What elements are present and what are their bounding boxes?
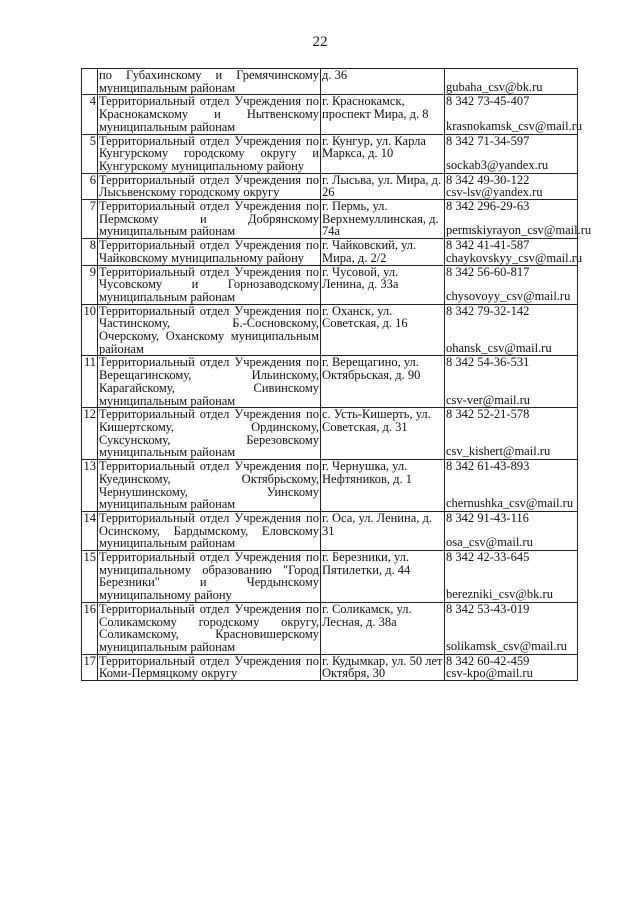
table-row xyxy=(82,654,578,680)
office-contacts xyxy=(445,356,578,408)
table-row xyxy=(82,408,578,460)
office-phone: 8 342 49-30-122 xyxy=(446,172,530,187)
office-email[interactable]: csv-ver@mail.ru xyxy=(446,392,531,407)
office-email[interactable]: osa_csv@mail.ru xyxy=(446,535,533,550)
row-number: 17 xyxy=(82,654,98,680)
office-address: д. 36 xyxy=(321,69,445,95)
row-number: 4 xyxy=(82,95,98,134)
office-contacts xyxy=(445,551,578,603)
office-address: г. Чусовой, ул. Ленина, д. 33а xyxy=(321,265,445,304)
row-number: 7 xyxy=(82,200,98,239)
office-phone: 8 342 91-43-116 xyxy=(446,510,529,525)
row-number: 15 xyxy=(82,551,98,603)
office-phone: 8 342 61-43-893 xyxy=(446,459,530,474)
office-address: г. Краснокамск, проспект Мира, д. 8 xyxy=(321,95,445,134)
office-address: г. Верещагино, ул. Октябрьская, д. 90 xyxy=(321,356,445,408)
office-email[interactable]: berezniki_csv@bk.ru xyxy=(446,587,553,602)
office-phone: 8 342 60-42-459 xyxy=(446,653,530,668)
row-number: 6 xyxy=(82,173,98,199)
office-contacts xyxy=(445,94,583,134)
page-number: 22 xyxy=(312,34,328,50)
office-name: Территориальный отдел Учреждения по Соликамскому городскому округу, Соликамскому, Красновишерскому муниципальным районам xyxy=(99,601,319,654)
row-number: 11 xyxy=(82,356,98,408)
office-name: Территориальный отдел Учреждения по муниципальному образованию "Город Березники" и Чердынскому муниципальному району xyxy=(99,550,319,603)
office-address: г. Чернушка, ул. Нефтяников, д. 1 xyxy=(321,460,445,512)
table-row xyxy=(82,239,578,265)
office-name: Территориальный отдел Учреждения по Коми-Пермяцкому округу xyxy=(99,653,319,681)
table-row xyxy=(82,460,578,512)
office-address: г. Оханск, ул. Советская, д. 16 xyxy=(321,304,445,356)
table-row xyxy=(82,69,578,95)
table-row xyxy=(82,200,578,239)
office-email[interactable]: csv-kpo@mail.ru xyxy=(446,666,533,681)
row-number: 16 xyxy=(82,602,98,654)
table-row xyxy=(82,304,578,356)
office-email[interactable]: solikamsk_csv@mail.ru xyxy=(446,638,567,653)
office-contacts xyxy=(445,460,578,512)
row-number: 5 xyxy=(82,134,98,173)
office-contacts xyxy=(445,602,578,654)
office-address: г. Кудымкар, ул. 50 лет Октября, 30 xyxy=(322,653,443,681)
row-number: 13 xyxy=(82,460,98,512)
office-email[interactable]: gubaha_csv@bk.ru xyxy=(446,79,543,94)
office-phone: 8 342 71-34-597 xyxy=(446,133,530,148)
office-address: г. Кунгур, ул. Карла Маркса, д. 10 xyxy=(321,134,445,173)
office-name: по Губахинскому и Гремячинскому муниципальным районам xyxy=(99,68,319,95)
office-contacts xyxy=(445,134,578,173)
table-row xyxy=(82,511,578,550)
row-number: 12 xyxy=(82,408,98,460)
office-name: Территориальный отдел Учреждения по Частинскому, Б.-Сосновскому, Очерскому, Оханскому муниципальным районам xyxy=(99,303,319,356)
office-name: Территориальный отдел Учреждения по Краснокамскому и Нытвенскому муниципальным районам xyxy=(99,94,319,134)
office-email[interactable]: ohansk_csv@mail.ru xyxy=(446,340,552,355)
office-email[interactable]: chaykovskyy_csv@mail.ru xyxy=(446,250,583,265)
office-contacts xyxy=(445,238,583,265)
office-address: г. Соликамск, ул. Лесная, д. 38а xyxy=(321,602,445,654)
row-number: 10 xyxy=(82,304,98,356)
office-contacts xyxy=(445,173,578,199)
office-email[interactable]: chernushka_csv@mail.ru xyxy=(446,496,574,511)
office-phone: 8 342 79-32-142 xyxy=(446,303,530,318)
table-row xyxy=(82,95,578,134)
office-email[interactable]: sockab3@yandex.ru xyxy=(446,157,549,172)
row-number: 8 xyxy=(82,239,98,265)
office-address: г. Чайковский, ул. Мира, д. 2/2 xyxy=(321,239,445,265)
table-row xyxy=(82,173,578,199)
office-address: г. Пермь, ул. Верхнемуллинская, д. 74а xyxy=(321,200,445,239)
office-name: Территориальный отдел Учреждения по Куединскому, Октябрьскому, Чернушинскому, Уинскому муниципальным районам xyxy=(99,459,319,512)
office-phone: 8 342 296-29-63 xyxy=(446,199,530,214)
office-phone: 8 342 56-60-817 xyxy=(446,264,530,279)
row-number xyxy=(82,69,98,95)
office-name: Территориальный отдел Учреждения по Пермскому и Добрянскому муниципальным районам xyxy=(99,199,319,239)
office-contacts xyxy=(445,265,578,304)
office-phone: 8 342 41-41-587 xyxy=(446,238,530,253)
row-number: 14 xyxy=(82,511,98,550)
office-contacts xyxy=(445,511,578,550)
office-email[interactable]: permskiyrayon_csv@mail.ru xyxy=(446,223,592,238)
office-name: Территориальный отдел Учреждения по Чусовскому и Горнозаводскому муниципальным районам xyxy=(99,264,319,304)
office-name: Территориальный отдел Учреждения по Лысьвенскому городскому округу xyxy=(99,172,319,200)
office-address: г. Оса, ул. Ленина, д. 31 xyxy=(321,511,445,550)
office-contacts xyxy=(445,654,578,680)
office-name: Территориальный отдел Учреждения по Верещагинскому, Ильинскому, Карагайскому, Сивинскому муниципальным районам xyxy=(99,355,319,408)
table-row xyxy=(82,134,578,173)
office-address: г. Березники, ул. Пятилетки, д. 44 xyxy=(321,551,445,603)
table-row xyxy=(82,265,578,304)
office-email[interactable]: krasnokamsk_csv@mail.ru xyxy=(446,118,583,133)
office-name: Территориальный отдел Учреждения по Кишертскому, Ординскому, Суксунскому, Березовскому муниципальным районам xyxy=(99,407,319,460)
office-phone: 8 342 73-45-407 xyxy=(446,94,530,109)
office-address: с. Усть-Кишерть, ул. Советская, д. 31 xyxy=(321,408,445,460)
office-contacts xyxy=(445,304,578,356)
office-name: Территориальный отдел Учреждения по Осинскому, Бардымскому, Еловскому муниципальным районам xyxy=(99,510,319,551)
office-address: г. Лысьва, ул. Мира, д. 26 xyxy=(321,173,445,199)
office-phone: 8 342 42-33-645 xyxy=(446,550,530,565)
office-contacts xyxy=(445,199,592,239)
office-name: Территориальный отдел Учреждения по Кунгурскому городскому округу и Кунгурскому муниципальному району xyxy=(99,133,319,173)
office-email[interactable]: csv_kishert@mail.ru xyxy=(446,444,551,459)
office-email[interactable]: csv-lsv@yandex.ru xyxy=(446,185,543,200)
office-contacts xyxy=(445,69,578,95)
table-row xyxy=(82,551,578,603)
table-row xyxy=(82,602,578,654)
row-number: 9 xyxy=(82,265,98,304)
office-contacts xyxy=(445,408,578,460)
offices-table-body xyxy=(82,68,592,681)
table-row xyxy=(82,356,578,408)
office-name: Территориальный отдел Учреждения по Чайковскому муниципальному району xyxy=(99,238,319,265)
offices-table xyxy=(81,68,592,681)
office-phone: 8 342 53-43-019 xyxy=(446,601,530,616)
office-phone: 8 342 52-21-578 xyxy=(446,407,530,422)
office-email[interactable]: chysovoyy_csv@mail.ru xyxy=(446,288,571,303)
office-phone: 8 342 54-36-531 xyxy=(446,355,530,370)
